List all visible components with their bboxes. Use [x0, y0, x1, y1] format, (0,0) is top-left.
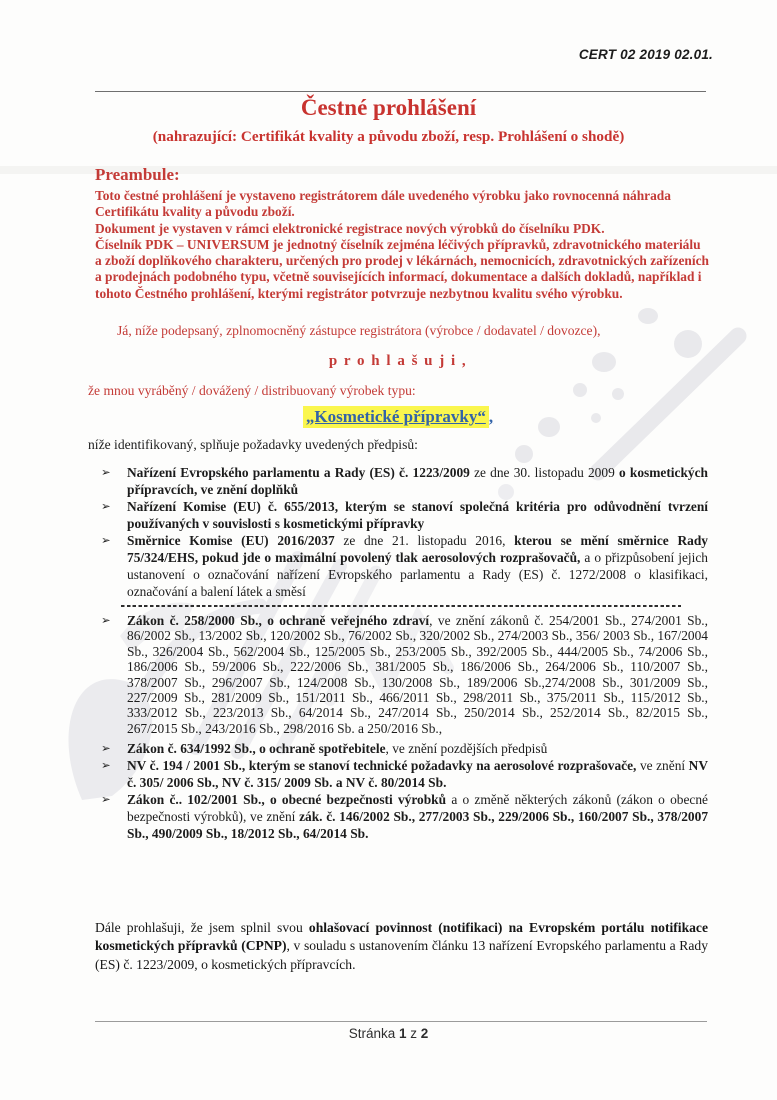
closing-paragraph: Dále prohlašuji, že jsem splnil svou ohlašovací povinnost (notifikaci) na Evropském portálu notifikace kosmetických přípravků (CPNP), v souladu s ustanovením článku 13 nařízení Evropského parlamentu a Rady (ES) č. 1223/2009, o kosmetických přípravcích.	[95, 919, 708, 972]
regulation-item-634-1992	[95, 740, 708, 757]
product-type-highlight: „Kosmetické přípravky“	[303, 406, 489, 428]
arrow-bullet-icon: ➢	[101, 499, 111, 513]
preamble-section	[95, 164, 709, 302]
page-number: Stránka 1 z 2	[348, 1026, 429, 1041]
regulation-item-text: Nařízení Evropského parlamentu a Rady (ES) č. 1223/2009 ze dne 30. listopadu 2009 o kosmetických přípravcích, ve znění doplňků	[127, 465, 709, 497]
arrow-bullet-icon: ➢	[101, 465, 111, 479]
footer-rule	[95, 1021, 707, 1022]
arrow-bullet-icon: ➢	[101, 792, 111, 807]
declaration-follow-up: níže identifikovaný, splňuje požadavky uvedených předpisů:	[88, 437, 418, 452]
arrow-bullet-icon: ➢	[101, 613, 111, 627]
preamble-paragraph: Dokument je vystaven v rámci elektronické registrace nových výrobků do číselníku PDK.	[95, 220, 605, 236]
preamble-heading: Preambule:	[95, 165, 180, 184]
regulation-item-text: Zákon č. 258/2000 Sb., o ochraně veřejného zdraví, ve znění zákonů č. 254/2001 Sb., 274/2001 Sb., 86/2002 Sb., 13/2002 Sb., 120/2002 Sb., 76/2002 Sb., 320/2002 Sb., 274/2003 Sb., 356/ 2003 Sb., 167/2004 Sb., 326/2004 Sb., 562/2004 Sb., 125/2005 Sb., 253/2005 Sb., 392/2005 Sb., 444/2005 Sb., 74/2006 Sb., 186/2006 Sb., 59/2006 Sb., 222/2006 Sb., 381/2005 Sb., 186/2006 Sb., 264/2006 Sb., 110/2007 Sb., 378/2007 Sb., 296/2007 Sb., 124/2008 Sb., 130/2008 Sb., 189/2006 Sb.,274/2008 Sb., 301/2009 Sb., 227/2009 Sb., 281/2009 Sb., 151/2011 Sb., 466/2011 Sb., 298/2011 Sb., 375/2011 Sb., 115/2012 Sb., 333/2012 Sb., 223/2013 Sb., 64/2014 Sb., 247/2014 Sb., 250/2014 Sb., 252/2014 Sb., 82/2015 Sb., 267/2015 Sb., 243/2016 Sb., 298/2016 Sb. a 250/2016 Sb.,	[127, 613, 708, 736]
declaration-verb: p r o h l a š u j i ,	[328, 353, 468, 369]
dashed-separator	[121, 605, 681, 607]
regulation-item-text: Směrnice Komise (EU) 2016/2037 ze dne 21. listopadu 2016, kterou se mění směrnice Rady 75/324/EHS, pokud jde o maximální povolený tlak aerosolových rozprašovačů, a o přizpůsobení jejich ustanovení o označování nařízení Evropského parlamentu a Rady (ES) č. 1272/2008 o klasifikaci, označování a balení látek a směsí	[127, 533, 708, 599]
header-rule	[95, 91, 706, 92]
regulation-item-1223-2009	[95, 464, 708, 498]
arrow-bullet-icon: ➢	[101, 758, 111, 773]
preamble-paragraph: Toto čestné prohlášení je vystaveno registrátorem dále uvedeného výrobku jako rovnocenná náhrada Certifikátu kvality a původu zboží.	[95, 188, 671, 220]
arrow-bullet-icon: ➢	[101, 741, 111, 756]
regulation-item-text: NV č. 194 / 2001 Sb., kterým se stanoví technické požadavky na aerosolové rozprašovače, ve znění NV č. 305/ 2006 Sb., NV č. 315/ 2009 Sb. a NV č. 80/2014 Sb.	[127, 758, 708, 791]
regulation-item-text: Zákon č. 634/1992 Sb., o ochraně spotřebitele, ve znění pozdějších předpisů	[127, 741, 548, 757]
regulation-item-text: Zákon č.. 102/2001 Sb., o obecné bezpečnosti výrobků a o změně některých zákonů (zákon o obecné bezpečnosti výrobků), ve znění zák. č. 146/2002 Sb., 277/2003 Sb., 229/2006 Sb., 160/2007 Sb., 378/2007 Sb., 490/2009 Sb., 18/2012 Sb., 64/2014 Sb.	[127, 792, 709, 842]
document-title: Čestné prohlášení	[300, 95, 477, 120]
preamble-paragraph: Číselník PDK – UNIVERSUM je jednotný číselník zejména léčivých přípravků, zdravotnického materiálu a zboží doplňkového charakteru, určených pro prodej v lékárnách, nemocnicích, zdravotnických zařízeních a prodejnách podobného typu, včetně souvisejících informací, dokumentace a dalších dokladů, například i tohoto Čestného prohlášení, kterými registrátor potvrzuje nezbytnou kvalitu svého výrobku.	[95, 236, 709, 301]
declaration-section	[88, 323, 708, 453]
regulation-item-nv-194-2001	[95, 757, 708, 791]
document-subtitle: (nahrazující: Certifikát kvality a původu zboží, resp. Prohlášení o shodě)	[152, 128, 625, 145]
product-type-suffix: ,	[488, 407, 494, 426]
regulation-item-258-2000	[95, 613, 708, 736]
document-code: CERT 02 2019 02.01.	[578, 47, 713, 62]
regulation-item-text: Nařízení Komise (EU) č. 655/2013, kterým se stanoví společná kritéria pro odůvodnění tvrzení používaných v souvislosti s kosmetickými přípravky	[127, 499, 708, 531]
regulation-item-102-2001	[95, 791, 708, 842]
regulation-item-2016-2037	[95, 532, 708, 600]
declaration-intro: Já, níže podepsaný, zplnomocněný zástupce registrátora (výrobce / dodavatel / dovozce),	[117, 323, 601, 338]
product-type-lead: že mnou vyráběný / dovážený / distribuovaný výrobek typu:	[88, 383, 416, 398]
product-type-line	[88, 407, 708, 427]
regulation-item-655-2013	[95, 498, 708, 532]
arrow-bullet-icon: ➢	[101, 533, 111, 547]
regulation-list	[95, 464, 708, 842]
